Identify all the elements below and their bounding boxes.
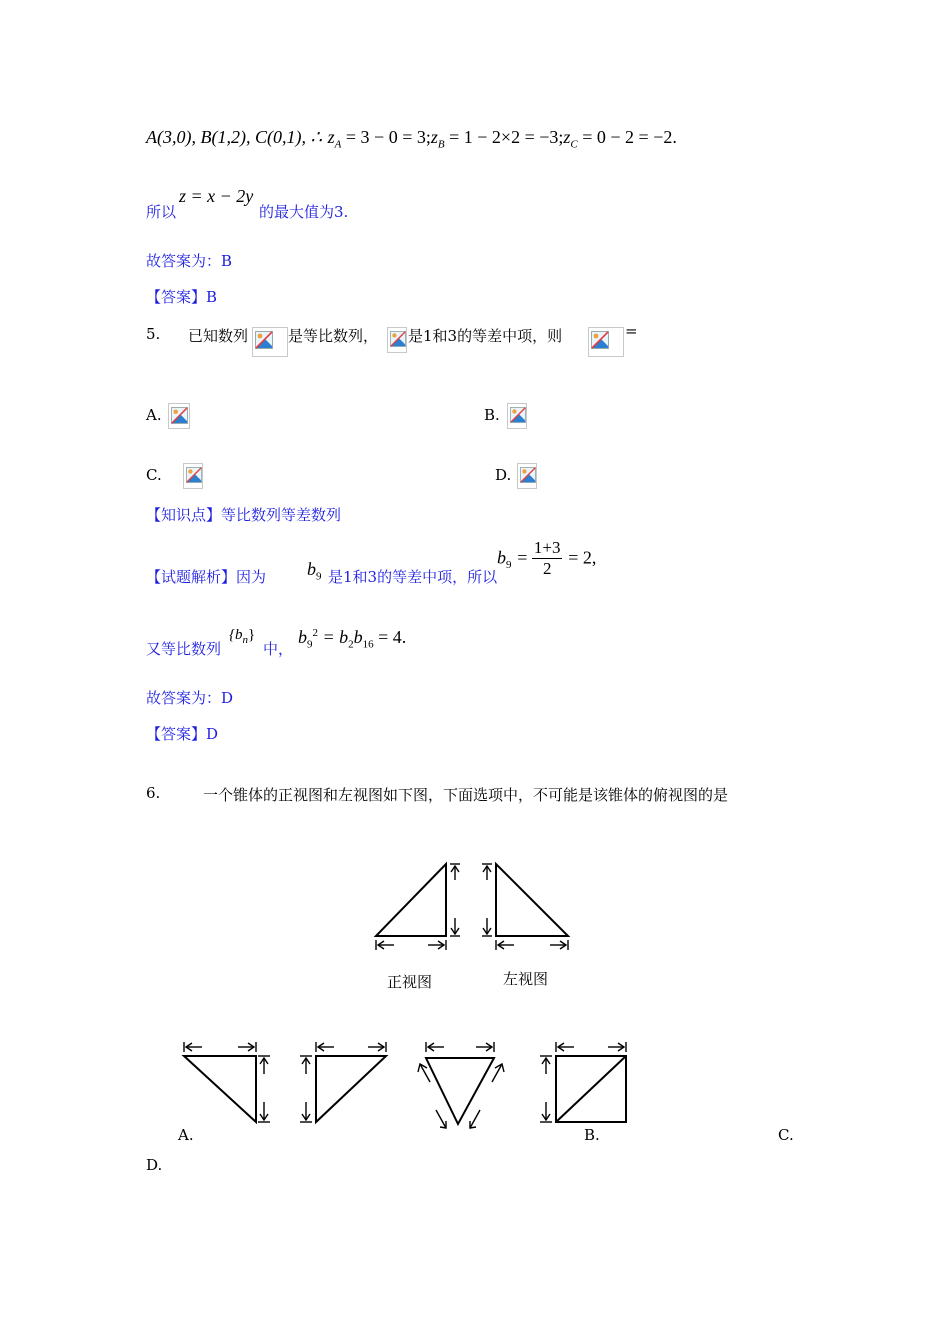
geo-equation [298,627,406,651]
max-value-suffix: 的最大值为3. [259,203,349,221]
answer-line-q4: 故答案为：B [146,252,233,270]
za-value: = 3 − 0 = 3; [341,127,431,147]
fraction-numerator: 1+3 [533,538,561,557]
max-value-prefix: 所以 [146,203,177,221]
geo-b2-sub: 2 [348,638,354,651]
fraction-denominator: 2 [542,559,552,578]
zc-sub: C [570,138,578,151]
points-text: A(3,0), B(1,2), C(0,1), ∴ [146,127,322,147]
q5-number: 5. [146,325,161,343]
answer-q4: 【答案】B [146,288,218,306]
broken-image-icon [387,327,407,353]
geo-sequence [229,625,255,646]
zc-symbol: z [563,127,571,147]
q5-text-part3: 是1和3的等差中项，则 [408,327,563,345]
q5-text-part2: 是等比数列， [288,327,379,345]
fraction [532,538,563,579]
eq-result: = 2, [568,547,597,568]
b-symbol: b [307,559,316,579]
za-symbol: z [327,127,335,147]
geo-prefix: 又等比数列 [146,640,222,658]
broken-image-icon [507,403,527,429]
side-view-label: 左视图 [503,970,549,988]
analysis-mid: 是1和3的等差中项，所以 [328,568,498,586]
geo-value: = 4. [373,627,407,647]
q6-text: 一个锥体的正视图和左视图如下图，下面选项中，不可能是该锥体的俯视图的是 [203,786,729,804]
seq-close: } [248,627,256,643]
zb-value: = 1 − 2×2 = −3; [444,127,564,147]
broken-image-icon [168,403,190,429]
q6-option-d-label: D. [146,1156,163,1174]
geo-b9-sup: 2 [312,627,318,639]
zb-symbol: z [430,127,438,147]
solution-line-points [146,127,677,151]
geo-eq-b2: = b [318,627,349,647]
analysis-equation: $b_9$ = $\frac{1+3}{2}$ = 2, [497,538,597,578]
q5-option-a-label: A. [146,406,162,424]
b-subscript: 9 [316,570,322,583]
analysis-prefix: 【试题解析】因为 [146,568,267,586]
answer-q5: 【答案】D [146,725,219,743]
geo-b9: b [298,627,307,647]
q5-text-part1: 已知数列 [188,327,249,345]
knowledge-point: 【知识点】等比数列等差数列 [146,506,342,524]
za-sub: A [334,138,342,151]
geo-b9-sub: 9 [307,638,313,651]
top-view-options-figure [178,1036,638,1136]
broken-image-icon [588,327,624,357]
objective-formula: z = x − 2y [179,186,254,206]
zb-sub: B [437,138,445,151]
broken-image-icon [183,463,203,489]
front-view-label: 正视图 [387,973,433,991]
seq-subscript: n [242,634,248,646]
q5-text-part4: = [625,322,638,340]
answer-line-q5: 故答案为：D [146,689,234,707]
seq-open: {b [229,627,243,643]
q5-option-b-label: B. [484,406,500,424]
broken-image-icon [252,327,288,357]
q5-option-c-label: C. [146,466,162,484]
eq-b-subscript: 9 [506,559,512,572]
three-view-figure [360,850,590,950]
eq-b-symbol: b [497,547,506,568]
broken-image-icon [517,463,537,489]
zc-value: = 0 − 2 = −2. [577,127,677,147]
q6-option-b-label: B. [584,1126,600,1144]
geo-b16: b [353,627,363,647]
geo-mid: 中， [263,640,294,658]
q6-option-a-label: A. [178,1126,194,1144]
analysis-b9 [307,559,322,583]
geo-b16-sub: 16 [362,638,374,651]
q6-number: 6. [146,784,161,802]
q6-option-c-label: C. [778,1126,794,1144]
q5-option-d-label: D. [495,466,512,484]
